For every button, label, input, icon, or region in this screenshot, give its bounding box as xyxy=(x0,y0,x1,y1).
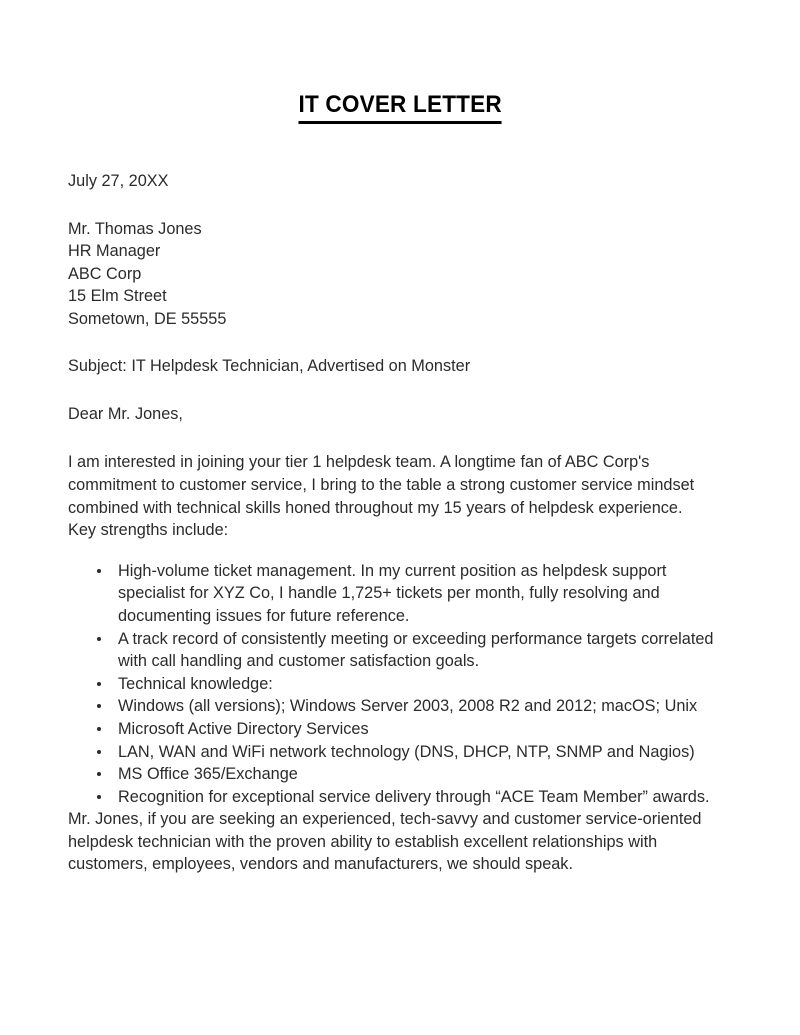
subject-line: Subject: IT Helpdesk Technician, Advertised on Monster xyxy=(68,357,471,376)
bullet-point-icon xyxy=(97,772,101,776)
bullet-point-icon xyxy=(97,727,101,731)
list-item xyxy=(68,673,714,696)
key-strengths-lead-in: Key strengths include: xyxy=(68,521,229,540)
bullet-point-icon xyxy=(97,569,101,573)
list-item xyxy=(68,741,714,764)
list-item-text: Windows (all versions); Windows Server 2003, 2008 R2 and 2012; macOS; Unix xyxy=(118,697,698,716)
title-block xyxy=(0,0,800,124)
recipient-name: Mr. Thomas Jones xyxy=(68,219,202,238)
recipient-company: ABC Corp xyxy=(68,264,142,283)
list-item xyxy=(68,560,714,628)
intro-paragraph: I am interested in joining your tier 1 helpdesk team. A longtime fan of ABC Corp's commitment to customer service, I bring to the table a strong customer service mindset combined with technical skills honed throughout my 15 years of helpdesk experience. xyxy=(68,453,695,517)
recipient-city-state-zip: Sometown, DE 55555 xyxy=(68,309,227,328)
list-item-text: Microsoft Active Directory Services xyxy=(118,719,369,738)
bullet-point-icon xyxy=(97,682,101,686)
list-item xyxy=(68,763,714,786)
list-item-text: MS Office 365/Exchange xyxy=(118,765,298,784)
letter-body xyxy=(0,170,800,876)
list-item xyxy=(68,695,714,718)
closing-paragraph: Mr. Jones, if you are seeking an experienced, tech-savvy and customer service-oriented helpdesk technician with the proven ability to establish excellent relationships with customers, employees, vendors and manufacturers, we should speak. xyxy=(68,810,702,874)
list-item xyxy=(68,718,714,741)
key-strengths-list xyxy=(68,560,714,809)
recipient-address-block xyxy=(68,218,714,331)
list-item-text: Recognition for exceptional service delivery through “ACE Team Member” awards. xyxy=(118,787,710,806)
page-title: IT COVER LETTER xyxy=(298,92,501,124)
bullet-point-icon xyxy=(97,704,101,708)
bullet-point-icon xyxy=(97,750,101,754)
salutation: Dear Mr. Jones, xyxy=(68,404,183,423)
list-item-text: A track record of consistently meeting or exceeding performance targets correlated with call handling and customer satisfaction goals. xyxy=(118,629,714,671)
list-item-text: High-volume ticket management. In my current position as helpdesk support specialist for XYZ Co, I handle 1,725+ tickets per month, fully resolving and documenting issues for future reference. xyxy=(118,561,667,625)
bullet-point-icon xyxy=(97,637,101,641)
list-item-text: LAN, WAN and WiFi network technology (DNS, DHCP, NTP, SNMP and Nagios) xyxy=(118,742,695,761)
list-item-text: Technical knowledge: xyxy=(118,674,273,693)
recipient-job-title: HR Manager xyxy=(68,242,161,261)
bullet-point-icon xyxy=(97,795,101,799)
list-item xyxy=(68,786,714,809)
date-line: July 27, 20XX xyxy=(68,172,169,191)
recipient-street: 15 Elm Street xyxy=(68,287,167,306)
list-item xyxy=(68,628,714,673)
